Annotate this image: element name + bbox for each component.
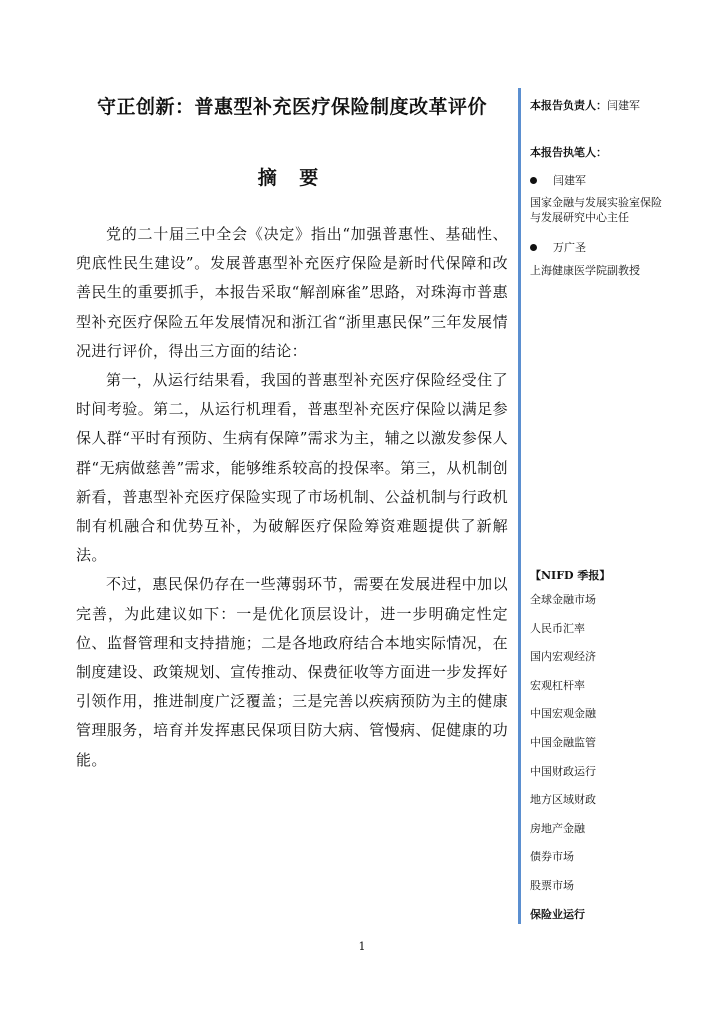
nifd-item-rmb-exchange-rate[interactable]: 人民币汇率: [530, 621, 585, 635]
author-2-name: 万广圣: [553, 241, 586, 254]
nifd-item-bond-market[interactable]: 债券市场: [530, 850, 574, 864]
author-1-affiliation: 国家金融与发展实验室保险与发展研究中心主任: [530, 196, 662, 224]
nifd-item-china-financial-regulation[interactable]: 中国金融监管: [530, 735, 596, 749]
nifd-quarterly-list: [530, 592, 596, 935]
abstract-paragraph-1: 党的二十届三中全会《决定》指出“加强普惠性、基础性、兜底性民生建设”。发展普惠型补充医疗保险是新时代保障和改善民生的重要抓手，本报告采取“解剖麻雀”思路，对珠海市普惠型补充医疗保险五年发展情况和浙江省“浙里惠民保”三年发展情况进行评价，得出三方面的结论：: [76, 225, 508, 360]
nifd-item-insurance-operation[interactable]: 保险业运行: [530, 907, 585, 921]
sidebar: [518, 88, 668, 924]
bullet-icon: [530, 244, 537, 251]
nifd-item-regional-finance[interactable]: 地方区域财政: [530, 793, 596, 807]
abstract-heading: 摘 要: [257, 167, 327, 189]
bullet-icon: [530, 177, 537, 184]
main-content: [76, 92, 508, 775]
abstract-paragraph-2: 第一，从运行结果看，我国的普惠型补充医疗保险经受住了时间考验。第二，从运行机理看，普惠型补充医疗保险以满足参保人群“平时有预防、生病有保障”需求为主，辅之以激发参保人群“无病做慈善”需求，能够维系较高的投保率。第三，从机制创新看，普惠型补充医疗保险实现了市场机制、公益机制与行政机制有机融合和优势互补，为破解医疗保险筹资难题提供了新解法。: [76, 371, 508, 565]
nifd-item-domestic-macro-economy[interactable]: 国内宏观经济: [530, 650, 596, 664]
responsible-label: 本报告负责人：: [530, 99, 607, 112]
abstract-body: [76, 220, 508, 775]
report-title: 守正创新：普惠型补充医疗保险制度改革评价: [96, 96, 487, 118]
page-number: 1: [358, 940, 366, 953]
nifd-item-china-fiscal-operation[interactable]: 中国财政运行: [530, 764, 596, 778]
nifd-item-macro-leverage[interactable]: 宏观杠杆率: [530, 678, 585, 692]
author-1-name: 闫建军: [553, 174, 586, 187]
responsible-name: 闫建军: [607, 99, 640, 112]
nifd-item-real-estate-finance[interactable]: 房地产金融: [530, 821, 585, 835]
nifd-quarterly-label: 【NIFD 季报】: [530, 569, 611, 582]
author-2-affiliation: 上海健康医学院副教授: [530, 264, 640, 277]
nifd-item-stock-market[interactable]: 股票市场: [530, 878, 574, 892]
nifd-item-global-financial-market[interactable]: 全球金融市场: [530, 593, 596, 606]
abstract-paragraph-3: 不过，惠民保仍存在一些薄弱环节，需要在发展进程中加以完善，为此建议如下：一是优化顶层设计，进一步明确定性定位、监督管理和支持措施；二是各地政府结合本地实际情况，在制度建设、政策规划、宣传推动、保费征收等方面进一步发挥好引领作用，推进制度广泛覆盖；三是完善以疾病预防为主的健康管理服务，培育并发挥惠民保项目防大病、管慢病、促健康的功能。: [76, 575, 508, 769]
responsible-row: [530, 98, 668, 113]
author-2: [530, 240, 668, 255]
nifd-item-china-macro-finance[interactable]: 中国宏观金融: [530, 707, 596, 721]
author-1: [530, 173, 668, 188]
authors-label: 本报告执笔人：: [530, 146, 607, 159]
